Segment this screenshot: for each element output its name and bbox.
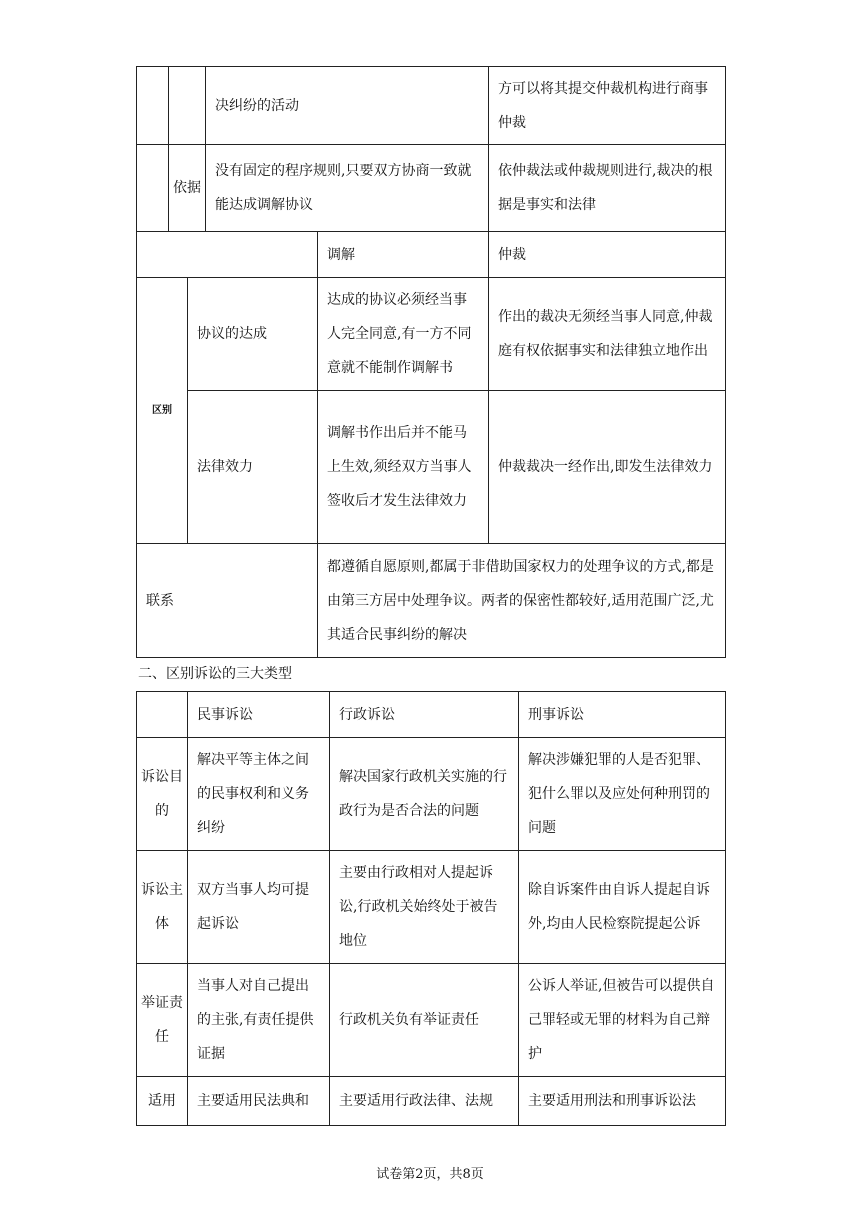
table-cell: [169, 67, 206, 145]
table-header-row: [137, 692, 726, 738]
row-label: 诉讼目的: [137, 738, 188, 851]
row-label: 依据: [169, 145, 206, 232]
table-cell: 决纠纷的活动: [206, 67, 489, 145]
diff-label: 区别: [137, 278, 188, 544]
table-cell: [137, 232, 318, 278]
table-row: [137, 1077, 726, 1126]
table-cell: 解决涉嫌犯罪的人是否犯罪、犯什么罪以及应处何种刑罚的问题: [519, 738, 726, 851]
table-cell: 没有固定的程序规则,只要双方协商一致就能达成调解协议: [206, 145, 489, 232]
row-label: 诉讼主体: [137, 851, 188, 964]
column-header: 行政诉讼: [330, 692, 519, 738]
row-label: 举证责任: [137, 964, 188, 1077]
row-label: 法律效力: [188, 391, 318, 544]
section-title: 二、区别诉讼的三大类型: [138, 666, 292, 682]
litigation-types-table: [136, 691, 726, 1126]
table-row: [137, 278, 726, 391]
table-cell: 调解书作出后并不能马上生效,须经双方当事人签收后才发生法律效力: [318, 391, 489, 544]
table-cell: 达成的协议必须经当事人完全同意,有一方不同意就不能制作调解书: [318, 278, 489, 391]
column-header: 民事诉讼: [188, 692, 330, 738]
table-cell: [137, 145, 169, 232]
row-label: 适用: [137, 1077, 188, 1126]
table-cell: [137, 67, 169, 145]
table-cell: 主要由行政相对人提起诉讼,行政机关始终处于被告地位: [330, 851, 519, 964]
column-header: 调解: [318, 232, 489, 278]
table-cell: 都遵循自愿原则,都属于非借助国家权力的处理争议的方式,都是由第三方居中处理争议。两者的保密性都较好,适用范围广泛,尤其适合民事纠纷的解决: [318, 544, 726, 658]
table-row: [137, 964, 726, 1077]
table-row: [137, 544, 726, 658]
table-row: [137, 851, 726, 964]
row-label: 联系: [137, 544, 318, 658]
table-cell: 主要适用民法典和: [188, 1077, 330, 1126]
table-cell: 除自诉案件由自诉人提起自诉外,均由人民检察院提起公诉: [519, 851, 726, 964]
page-footer: 试卷第2页，共8页: [376, 1167, 484, 1182]
table-row: [137, 391, 726, 544]
table-cell: 行政机关负有举证责任: [330, 964, 519, 1077]
table-cell: 解决平等主体之间的民事权利和义务纠纷: [188, 738, 330, 851]
table-cell: 当事人对自己提出的主张,有责任提供证据: [188, 964, 330, 1077]
table-cell: 公诉人举证,但被告可以提供自己罪轻或无罪的材料为自己辩护: [519, 964, 726, 1077]
mediation-arbitration-table: [136, 66, 726, 658]
table-cell: 仲裁裁决一经作出,即发生法律效力: [489, 391, 726, 544]
table-row: [137, 67, 726, 145]
table-cell: 方可以将其提交仲裁机构进行商事仲裁: [489, 67, 726, 145]
table-cell: 依仲裁法或仲裁规则进行,裁决的根据是事实和法律: [489, 145, 726, 232]
column-header: 仲裁: [489, 232, 726, 278]
table-cell: 主要适用刑法和刑事诉讼法: [519, 1077, 726, 1126]
column-header: 刑事诉讼: [519, 692, 726, 738]
table-cell: [137, 692, 188, 738]
row-label: 协议的达成: [188, 278, 318, 391]
table-cell: 双方当事人均可提起诉讼: [188, 851, 330, 964]
table-cell: 作出的裁决无须经当事人同意,仲裁庭有权依据事实和法律独立地作出: [489, 278, 726, 391]
table-cell: 主要适用行政法律、法规: [330, 1077, 519, 1126]
table-row: [137, 145, 726, 232]
table-header-row: [137, 232, 726, 278]
table-cell: 解决国家行政机关实施的行政行为是否合法的问题: [330, 738, 519, 851]
table-row: [137, 738, 726, 851]
